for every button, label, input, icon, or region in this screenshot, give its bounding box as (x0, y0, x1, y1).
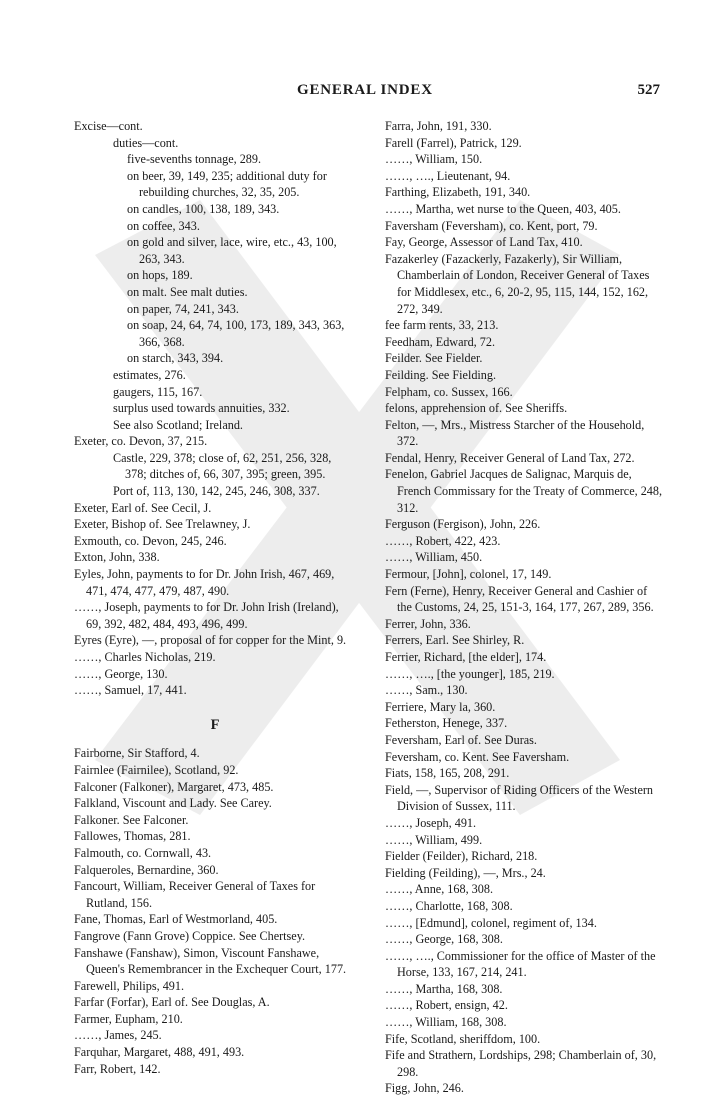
index-entry: Figg, John, 246. (385, 1081, 464, 1096)
index-entry: five-sevenths tonnage, 289. (127, 152, 262, 167)
index-entry: Castle, 229, 378; close of, 62, 251, 256, 328, 378; ditches of, 66, 307, 395; green, 395. (113, 450, 332, 482)
page-number: 527 (637, 82, 660, 98)
index-entry: ……, William, 499. (385, 832, 483, 847)
index-entry: Excise—cont. (74, 119, 143, 133)
index-entry: on coffee, 343. (127, 218, 200, 233)
index-entry: ……, James, 245. (74, 1028, 162, 1043)
index-entry: Fay, George, Assessor of Land Tax, 410. (385, 235, 583, 250)
index-entry: on soap, 24, 64, 74, 100, 173, 189, 343, 363, 366, 368. (127, 318, 345, 349)
index-entry: ……, [Edmund], colonel, regiment of, 134. (385, 915, 597, 930)
index-entry: Felpham, co. Sussex, 166. (385, 384, 513, 399)
index-entry: Exeter, co. Devon, 37, 215. (74, 434, 208, 449)
index-entry: Exton, John, 338. (74, 550, 160, 565)
index-entry: on starch, 343, 394. (127, 351, 224, 366)
index-entry: Fanshawe (Fanshaw), Simon, Viscount Fanshawe, Queen's Remembrancer in the Exchequer Court, 177. (74, 945, 347, 977)
index-entry: Farfar (Forfar), Earl of. See Douglas, A. (74, 995, 270, 1010)
index-entry: Fairborne, Sir Stafford, 4. (74, 746, 200, 761)
index-entry: Farewell, Philips, 491. (74, 978, 185, 993)
entries-block-f (74, 745, 356, 1077)
index-entry: Farr, Robert, 142. (74, 1061, 161, 1076)
index-entry: Ferrer, John, 336. (385, 616, 471, 631)
index-entry: estimates, 276. (113, 367, 186, 382)
right-column (385, 118, 663, 1097)
index-entry: ……, Robert, ensign, 42. (385, 998, 508, 1013)
index-entry: ……, …., Commissioner for the office of Master of the Horse, 133, 167, 214, 241. (385, 948, 656, 980)
index-entry: ……, Sam., 130. (385, 683, 468, 698)
index-entry: Fife, Scotland, sheriffdom, 100. (385, 1031, 541, 1046)
index-entry: on malt. See malt duties. (127, 284, 248, 299)
index-entry: Port of, 113, 130, 142, 245, 246, 308, 337. (113, 484, 320, 499)
index-entry: on candles, 100, 138, 189, 343. (127, 201, 280, 216)
index-entry: Fiats, 158, 165, 208, 291. (385, 766, 510, 781)
index-entry: Eyles, John, payments to for Dr. John Irish, 467, 469, 471, 474, 477, 479, 487, 490. (74, 567, 335, 598)
index-entry: Fielding (Feilding), —, Mrs., 24. (385, 865, 546, 880)
index-entry: on hops, 189. (127, 268, 193, 283)
index-entry: Fern (Ferne), Henry, Receiver General and Cashier of the Customs, 24, 25, 151-3, 164, 177, 267, 289, 356. (385, 583, 654, 615)
index-entry: ……, William, 150. (385, 152, 483, 167)
index-entry: on gold and silver, lace, wire, etc., 43, 100, 263, 343. (127, 235, 337, 266)
index-entry: Ferriere, Mary la, 360. (385, 699, 496, 714)
index-entry: ……, Charlotte, 168, 308. (385, 898, 513, 913)
index-entry: Falconer (Falkoner), Margaret, 473, 485. (74, 779, 274, 794)
index-entry: Exeter, Bishop of. See Trelawney, J. (74, 517, 251, 532)
index-entry: ……, …., Lieutenant, 94. (385, 168, 511, 183)
index-entry: on paper, 74, 241, 343. (127, 301, 239, 316)
index-entry: Felton, —, Mrs., Mistress Starcher of the Household, 372. (385, 417, 645, 449)
index-entry: Fallowes, Thomas, 281. (74, 829, 191, 844)
index-entry: ……, Anne, 168, 308. (385, 882, 493, 897)
index-entry: Farthing, Elizabeth, 191, 340. (385, 185, 531, 200)
index-entry: Farmer, Eupham, 210. (74, 1011, 183, 1026)
index-entry: Farquhar, Margaret, 488, 491, 493. (74, 1045, 245, 1060)
index-entry: ……, George, 168, 308. (385, 932, 503, 947)
index-entry: ……, William, 450. (385, 550, 483, 565)
index-entry: Fangrove (Fann Grove) Coppice. See Chertsey. (74, 928, 306, 943)
index-entry: surplus used towards annuities, 332. (113, 401, 290, 416)
index-entry: Fielder (Feilder), Richard, 218. (385, 849, 538, 864)
entries-block-right (385, 118, 663, 1097)
index-entry: Fane, Thomas, Earl of Westmorland, 405. (74, 912, 278, 927)
index-entry: Feilder. See Fielder. (385, 351, 483, 366)
page-title: GENERAL INDEX (297, 82, 433, 98)
index-entry: on beer, 39, 149, 235; additional duty for rebuilding churches, 32, 35, 205. (127, 168, 327, 200)
index-entry: Eyres (Eyre), —, proposal of for copper for the Mint, 9. (74, 633, 347, 648)
index-entry: Ferrier, Richard, [the elder], 174. (385, 650, 547, 664)
index-entry: Exeter, Earl of. See Cecil, J. (74, 500, 212, 515)
index-entry: Feedham, Edward, 72. (385, 334, 495, 349)
entries-block-e (74, 118, 356, 699)
section-letter: F (210, 716, 220, 733)
index-entry: fee farm rents, 33, 213. (385, 318, 499, 333)
index-entry: ……, Samuel, 17, 441. (74, 683, 187, 698)
index-entry: ……, George, 130. (74, 666, 168, 681)
index-entry: ……, Martha, 168, 308. (385, 981, 503, 996)
index-entry: Falqueroles, Bernardine, 360. (74, 862, 219, 877)
page-header (0, 82, 726, 106)
index-entry: Falkland, Viscount and Lady. See Carey. (74, 796, 272, 811)
index-entry: ……, Robert, 422, 423. (385, 533, 501, 548)
index-entry: Field, —, Supervisor of Riding Officers of the Western Division of Sussex, 111. (385, 782, 654, 814)
index-entry: ……, Joseph, 491. (385, 815, 477, 830)
index-entry: ……, Martha, wet nurse to the Queen, 403, 405. (385, 201, 621, 216)
index-entry: Falkoner. See Falconer. (74, 812, 189, 827)
index-entry: See also Scotland; Ireland. (113, 417, 243, 432)
index-entry: Faversham (Feversham), co. Kent, port, 79. (385, 218, 598, 233)
index-entry: felons, apprehension of. See Sheriffs. (385, 401, 568, 416)
index-entry: Feversham, co. Kent. See Faversham. (385, 749, 570, 764)
index-entry: ……, William, 168, 308. (385, 1015, 507, 1030)
index-entry: Fetherston, Henege, 337. (385, 716, 508, 731)
index-entry: Ferguson (Fergison), John, 226. (385, 517, 541, 532)
index-entry: Feversham, Earl of. See Duras. (385, 732, 537, 747)
index-entry: Ferrers, Earl. See Shirley, R. (385, 633, 525, 648)
index-entry: Farell (Farrel), Patrick, 129. (385, 135, 522, 150)
index-entry: Falmouth, co. Cornwall, 43. (74, 845, 212, 860)
index-entry: Fife and Strathern, Lordships, 298; Chamberlain of, 30, 298. (385, 1048, 657, 1079)
index-entry: Exmouth, co. Devon, 245, 246. (74, 533, 227, 548)
index-entry: ……, …., [the younger], 185, 219. (385, 666, 555, 681)
index-entry: ……, Charles Nicholas, 219. (74, 650, 216, 664)
index-entry: duties—cont. (113, 135, 179, 150)
index-entry: Fairnlee (Fairnilee), Scotland, 92. (74, 762, 239, 777)
index-entry: ……, Joseph, payments to for Dr. John Irish (Ireland), 69, 392, 482, 484, 493, 496, 499. (74, 600, 339, 631)
index-entry: Farra, John, 191, 330. (385, 119, 492, 133)
index-entry: Fendal, Henry, Receiver General of Land Tax, 272. (385, 450, 635, 465)
index-entry: Fermour, [John], colonel, 17, 149. (385, 567, 552, 582)
index-entry: gaugers, 115, 167. (113, 384, 203, 399)
index-entry: Feilding. See Fielding. (385, 367, 497, 382)
index-entry: Fenelon, Gabriel Jacques de Salignac, Marquis de, French Commissary for the Treaty of Commerce, 248, 312. (385, 467, 663, 515)
left-column (74, 118, 356, 1077)
index-entry: Fazakerley (Fazackerly, Fazakerly), Sir William, Chamberlain of London, Receiver General of Taxes for Middlesex, etc., 6, 20-2, 95, 115, 144, 152, 162, 272, 349. (385, 251, 650, 316)
index-entry: Fancourt, William, Receiver General of Taxes for Rutland, 156. (74, 879, 316, 910)
